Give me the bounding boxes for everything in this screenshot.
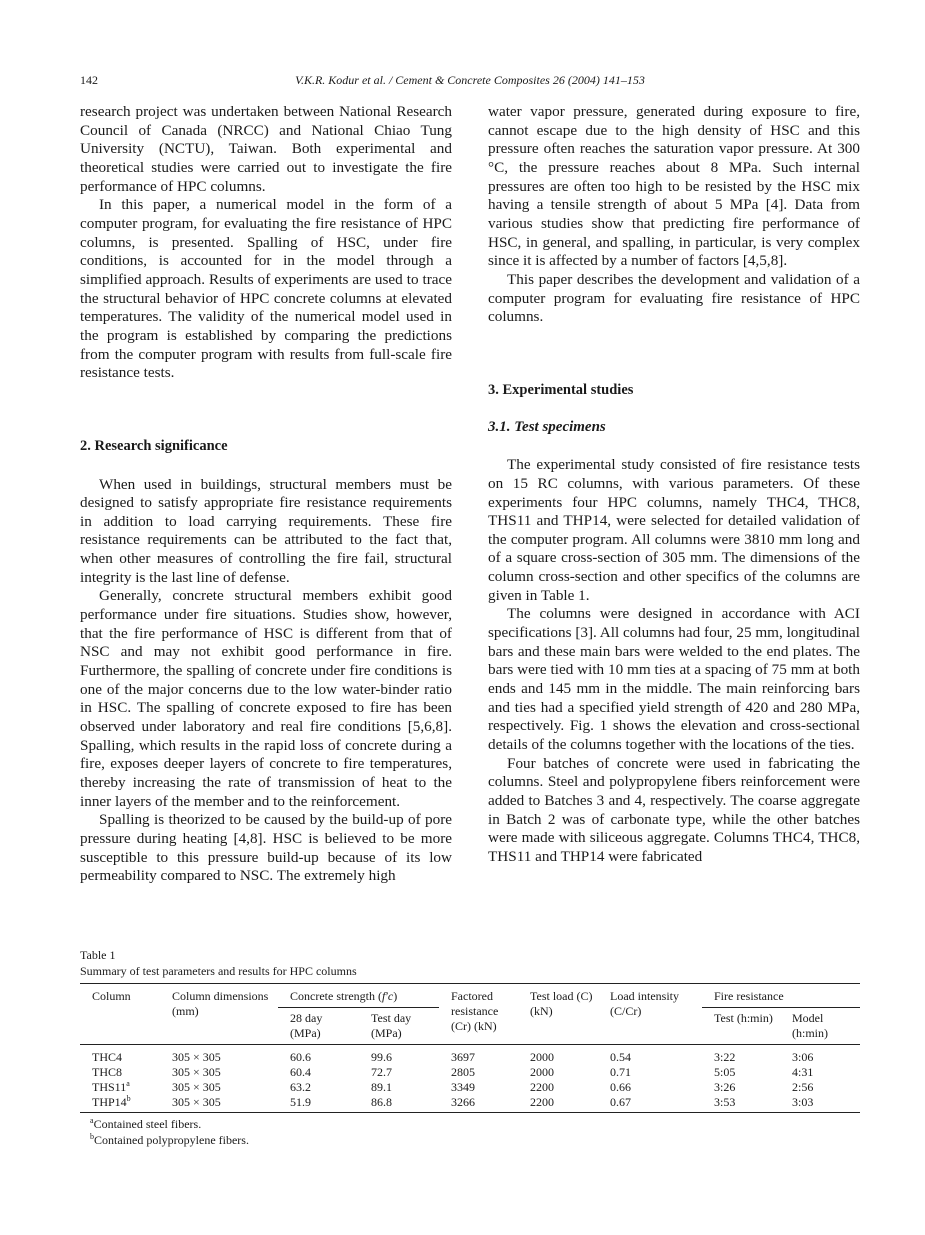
header-fire-test: Test (h:min) — [702, 1008, 780, 1045]
cell-factored: 3349 — [451, 1080, 475, 1094]
paragraph: In this paper, a numerical model in the form of a computer program, for evaluating the fire resistance of HPC columns, is presented. Spalling of HSC, under fire conditions, is accounted for in the model through a simplified approach. Results of experiments are used to trace the structural behavior of HPC concrete columns at elevated temperatures. The validity of the numerical model used in the program is established by comparing the predictions from the computer program with results from full-scale fire resistance tests. — [80, 196, 452, 382]
paragraph: research project was undertaken between National Research Council of Canada (NRCC) and National Chiao Tung University (NCTU), Taiwan. Both experimental and theoretical studies were carried out to investigate the fire performance of HPC columns. — [80, 103, 452, 195]
cell-test-day: 99.6 — [371, 1050, 392, 1064]
cell-28-day: 60.6 — [290, 1050, 311, 1064]
cell-dimensions: 305 × 305 — [160, 1095, 278, 1113]
header-test-load: Test load (C) (kN) — [518, 984, 598, 1045]
paragraph: Spalling is theorized to be caused by the build-up of pore pressure during heating [4,8]. HSC is believed to be more susceptible to this pressure build-up because of its low permeability compared to NSC. The extremely high — [80, 811, 452, 885]
header-factored-resistance: Factored resistance (Cr) (kN) — [439, 984, 518, 1045]
paragraph: The experimental study consisted of fire resistance tests on 15 RC columns, with various parameters. Of these experiments four HPC columns, namely THC4, THC8, THS11 and THP14, were selected for detailed validation of the computer program. All columns were 3810 mm long and of a square cross-section of 305 mm. The dimensions of the column cross-section and other specifics of the columns are given in Table 1. — [488, 456, 860, 604]
cell-intensity: 0.71 — [610, 1065, 631, 1079]
cell-fire-test: 3:22 — [714, 1050, 736, 1064]
cell-28-day: 51.9 — [278, 1095, 359, 1113]
cell-intensity: 0.67 — [598, 1095, 702, 1113]
paragraph: This paper describes the development and validation of a computer program for evaluating fire resistance of HPC columns. — [488, 270, 860, 326]
subsection-heading-test-specimens: 3.1. Test specimens — [488, 418, 606, 435]
cell-factored: 3697 — [451, 1050, 475, 1064]
cell-dimensions: 305 × 305 — [172, 1065, 221, 1079]
paragraph: The columns were designed in accordance with ACI specifications [3]. All columns had four, 25 mm, longitudinal bars and these main bars were welded to the end plates. The bars were tied with 10 mm ties at a spacing of 75 mm at both ends and 145 mm in the middle. The main reinforcing bars and ties had a specified yield strength of 420 and 280 MPa, respectively. Fig. 1 shows the elevation and cross-sectional details of the columns together with the locations of the ties. — [488, 605, 860, 754]
paragraph: water vapor pressure, generated during exposure to fire, cannot escape due to the high density of HSC and this pressure often reaches the saturation vapor pressure. At 300 °C, the pressure reaches about 8 MPa. Such internal pressures are often too high to be resisted by the HSC mix having a tensile strength of about 5 MPa [4]. Data from various studies show that predicting fire performance of HSC, in general, and spalling, in particular, is very complex since it is affected by a number of factors [4,5,8]. — [488, 103, 860, 270]
cell-factored: 2805 — [451, 1065, 475, 1079]
cell-column: THC4 — [92, 1050, 122, 1064]
cell-test-load: 2000 — [530, 1050, 554, 1064]
paragraph: Generally, concrete structural members exhibit good performance under fire situations. Studies show, however, that the fire performance of HSC is different from that of NSC and may not exhibit good performance in fire. Furthermore, the spalling of concrete under fire conditions is one of the major concerns due to the low water-binder ratio in HSC. The spalling of concrete exposed to fire has been observed under laboratory and real fire conditions [5,6,8]. Spalling, which results in the rapid loss of concrete during a fire, exposes deeper layers of concrete to fire temperatures, thereby increasing the rate of transmission of heat to the inner layers of the member and to the reinforcement. — [80, 587, 452, 810]
table-row — [80, 1065, 860, 1080]
running-title: V.K.R. Kodur et al. / Cement & Concrete Composites 26 (2004) 141–153 — [295, 73, 645, 87]
cell-28-day: 60.4 — [290, 1065, 311, 1079]
right-column — [488, 103, 860, 867]
cell-intensity: 0.66 — [610, 1080, 631, 1094]
header-dimensions: Column dimensions (mm) — [160, 984, 278, 1045]
table-body — [80, 1045, 860, 1113]
table-caption: Summary of test parameters and results for HPC columns — [80, 964, 357, 978]
section-heading-research-significance: 2. Research significance — [80, 437, 228, 454]
cell-test-load: 2200 — [518, 1095, 598, 1113]
cell-fire-model: 2:56 — [792, 1080, 814, 1094]
header-column: Column — [80, 984, 160, 1045]
footnote-b: $^b$Contained polypropylene fibers. — [90, 1132, 249, 1147]
header-test-day: Test day (MPa) — [359, 1008, 439, 1045]
header-load-intensity: Load intensity (C/Cr) — [598, 984, 702, 1045]
footnote-a: $^a$Contained steel fibers. — [90, 1116, 202, 1131]
paragraph: When used in buildings, structural members must be designed to satisfy appropriate fire resistance requirements in addition to load carrying requirements. These fire resistance requirements can be attributed to the fact that, when other measures of controlling the fire fail, structural integrity is the last line of defense. — [80, 475, 452, 586]
paragraph: Four batches of concrete were used in fabricating the columns. Steel and polypropylene fibers reinforcement were added to Batches 3 and 4, respectively. The coarse aggregate in Batch 2 was of carbonate type, while the other batches were made with siliceous aggregate. Columns THC4, THC8, THS11 and THP14 were fabricated — [488, 754, 860, 865]
header-fire-resistance: Fire resistance — [702, 984, 860, 1008]
parameters-table — [80, 983, 860, 1113]
table-label: Table 1 — [80, 948, 116, 962]
cell-column: THS11$^a$ — [92, 1079, 130, 1094]
cell-fire-test: 3:53 — [702, 1095, 780, 1113]
cell-fire-model: 3:06 — [792, 1050, 814, 1064]
cell-column: THP14$^b$ — [80, 1095, 160, 1113]
cell-factored: 3266 — [439, 1095, 518, 1113]
running-header — [80, 73, 860, 89]
cell-test-day: 89.1 — [371, 1080, 392, 1094]
cell-intensity: 0.54 — [610, 1050, 631, 1064]
table-1 — [80, 947, 860, 1148]
cell-test-load: 2200 — [530, 1080, 554, 1094]
cell-fire-model: 4:31 — [792, 1065, 814, 1079]
cell-28-day: 63.2 — [290, 1080, 311, 1094]
cell-test-day: 72.7 — [371, 1065, 392, 1079]
section-heading-experimental-studies: 3. Experimental studies — [488, 381, 634, 398]
cell-fire-test: 5:05 — [714, 1065, 736, 1079]
left-column — [80, 103, 452, 886]
header-concrete-strength: Concrete strength (f′c) — [278, 984, 439, 1008]
table-row — [80, 1080, 860, 1095]
cell-fire-test: 3:26 — [714, 1080, 736, 1094]
cell-test-day: 86.8 — [359, 1095, 439, 1113]
table-footnotes — [80, 1116, 860, 1148]
cell-dimensions: 305 × 305 — [172, 1080, 221, 1094]
cell-column: THC8 — [92, 1065, 122, 1079]
header-28-day: 28 day (MPa) — [278, 1008, 359, 1045]
table-row — [80, 1095, 860, 1113]
page-number: 142 — [80, 73, 98, 87]
cell-test-load: 2000 — [530, 1065, 554, 1079]
table-row — [80, 1045, 860, 1066]
cell-fire-model: 3:03 — [780, 1095, 860, 1113]
header-fire-model: Model (h:min) — [780, 1008, 860, 1045]
cell-dimensions: 305 × 305 — [172, 1050, 221, 1064]
